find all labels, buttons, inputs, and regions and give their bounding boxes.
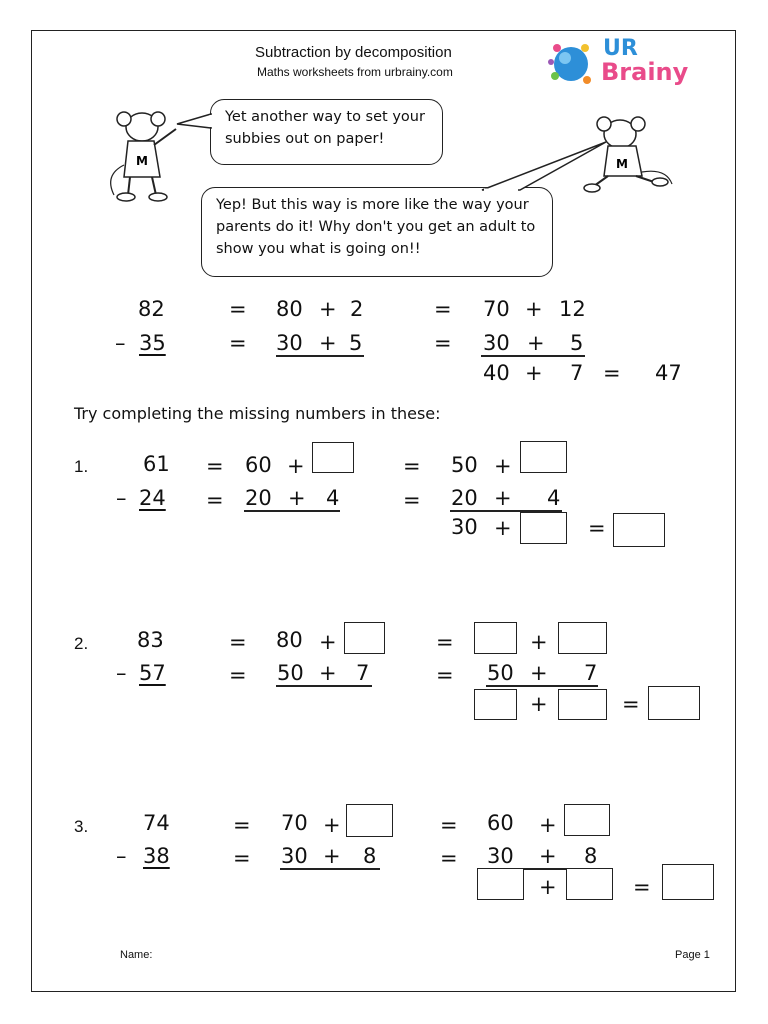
example-row1-regroup-tens: 70 xyxy=(483,297,510,321)
example-row1-tens: 80 xyxy=(276,297,303,321)
problem3-row2-regroup-units: 8 xyxy=(584,844,598,868)
problem1-row2-plus: + xyxy=(288,486,306,510)
speech-bubble-left-tail xyxy=(175,112,213,132)
problem1-equals2: = xyxy=(403,454,421,478)
problem1-row2-regroup-units: 4 xyxy=(547,486,561,510)
speech-bubble-left: Yet another way to set your subbies out on paper! xyxy=(210,99,443,165)
problem1-row2-plus2: + xyxy=(494,486,512,510)
problem3-regroup-units-answer-box[interactable] xyxy=(564,804,610,836)
problem2-answer-box[interactable] xyxy=(648,686,700,720)
example-row3-result: 47 xyxy=(655,361,682,385)
problem3-row3-tens-answer-box[interactable] xyxy=(477,868,524,900)
problem1-row3-plus: + xyxy=(494,516,512,540)
speech-bubble-right-tail xyxy=(470,140,610,192)
name-label: Name: xyxy=(120,949,153,961)
problem1-equals: = xyxy=(206,454,224,478)
problem3-equals: = xyxy=(233,813,251,837)
example-row2-minus: – xyxy=(115,331,126,355)
problem3-row2-units: 8 xyxy=(363,844,377,868)
problem3-row2-plus2: + xyxy=(539,844,557,868)
problem3-plus2: + xyxy=(539,813,557,837)
problem2-row2-regroup-tens: 50 xyxy=(487,661,514,685)
problem2-row2-underline xyxy=(276,685,372,687)
problem1-plus: + xyxy=(287,454,305,478)
problem1-row2-units: 4 xyxy=(326,486,340,510)
example-row2-equals2: = xyxy=(434,331,452,355)
problem2-subtrahend: 57 xyxy=(139,661,166,685)
example-row2-tens: 30 xyxy=(276,331,303,355)
urbrainy-logo xyxy=(545,36,695,92)
problem3-label: 3. xyxy=(74,817,89,836)
problem1-regroup-tens: 50 xyxy=(451,453,478,477)
problem1-row3-tens: 30 xyxy=(451,515,478,539)
logo-text-brainy: Brainy xyxy=(601,58,689,86)
example-row2-units: 5 xyxy=(349,331,363,355)
problem3-equals4: = xyxy=(440,846,458,870)
example-row2-regroup-units: 5 xyxy=(570,331,584,355)
problem3-row3-units-answer-box[interactable] xyxy=(566,868,613,900)
example-row3-plus: + xyxy=(525,361,543,385)
example-row2-plus: + xyxy=(319,331,337,355)
problem2-regroup-tens-answer-box[interactable] xyxy=(474,622,517,654)
problem3-equals2: = xyxy=(440,813,458,837)
problem3-row3-plus: + xyxy=(539,875,557,899)
svg-text:M: M xyxy=(616,157,628,171)
problem3-equals3: = xyxy=(233,846,251,870)
example-row1-minuend: 82 xyxy=(138,297,165,321)
problem2-units-answer-box[interactable] xyxy=(344,622,385,654)
problem1-row3-units-answer-box[interactable] xyxy=(520,512,567,544)
problem2-row2-tens: 50 xyxy=(277,661,304,685)
problem1-row2-regroup-tens: 20 xyxy=(451,486,478,510)
problem1-row2-underline xyxy=(244,510,340,512)
mouse-character-left xyxy=(94,105,180,205)
problem1-row2-tens: 20 xyxy=(245,486,272,510)
problem3-subtrahend: 38 xyxy=(143,844,170,868)
problem2-tens: 80 xyxy=(276,628,303,652)
problem2-row2-plus: + xyxy=(319,661,337,685)
svg-text:M: M xyxy=(136,154,148,168)
problem1-equals3: = xyxy=(206,488,224,512)
problem1-label: 1. xyxy=(74,457,89,476)
problem2-row2-regroup-units: 7 xyxy=(584,661,598,685)
speech-bubble-right: Yep! But this way is more like the way your parents do it! Why don't you get an adult to show you what is going on!! xyxy=(201,187,553,277)
example-row3-units: 7 xyxy=(570,361,584,385)
example-row3-tens: 40 xyxy=(483,361,510,385)
problem2-row2-plus2: + xyxy=(530,661,548,685)
problem3-minus: – xyxy=(116,844,127,868)
problem2-equals: = xyxy=(229,630,247,654)
logo-text-ur: UR xyxy=(603,36,638,61)
problem1-row3-equals: = xyxy=(588,516,606,540)
problem2-row3-tens-answer-box[interactable] xyxy=(474,689,517,720)
problem3-row2-tens: 30 xyxy=(281,844,308,868)
problem2-plus: + xyxy=(319,630,337,654)
example-row3-equals: = xyxy=(603,361,621,385)
example-row2-equals: = xyxy=(229,331,247,355)
problem2-equals4: = xyxy=(436,663,454,687)
problem2-regroup-units-answer-box[interactable] xyxy=(558,622,607,654)
problem2-plus2: + xyxy=(530,630,548,654)
problem3-row2-plus: + xyxy=(323,844,341,868)
example-row1-plus2: + xyxy=(525,297,543,321)
instruction-text: Try completing the missing numbers in these: xyxy=(74,404,441,423)
example-row2-underline2 xyxy=(481,355,585,357)
problem1-plus2: + xyxy=(494,454,512,478)
example-row2-underline xyxy=(276,355,364,357)
problem3-row2-underline xyxy=(280,868,380,870)
problem3-tens: 70 xyxy=(281,811,308,835)
problem1-regroup-units-answer-box[interactable] xyxy=(520,441,567,473)
example-row1-regroup-units: 12 xyxy=(559,297,586,321)
problem2-row3-plus: + xyxy=(530,692,548,716)
example-row1-units: 2 xyxy=(350,297,364,321)
example-row1-equals: = xyxy=(229,297,247,321)
example-row2-subtrahend: 35 xyxy=(139,331,166,355)
problem2-label: 2. xyxy=(74,634,89,653)
example-row2-plus2: + xyxy=(527,331,545,355)
problem1-subtrahend: 24 xyxy=(139,486,166,510)
problem1-minus: – xyxy=(116,486,127,510)
problem2-row2-units: 7 xyxy=(356,661,370,685)
problem3-answer-box[interactable] xyxy=(662,864,714,900)
problem3-minuend: 74 xyxy=(143,811,170,835)
problem3-row3-equals: = xyxy=(633,875,651,899)
example-row1-equals2: = xyxy=(434,297,452,321)
problem2-minus: – xyxy=(116,661,127,685)
problem1-answer-box[interactable] xyxy=(613,513,665,547)
problem1-units-answer-box[interactable] xyxy=(312,442,354,473)
example-row1-plus: + xyxy=(319,297,337,321)
problem2-row3-equals: = xyxy=(622,692,640,716)
problem3-row2-regroup-tens: 30 xyxy=(487,844,514,868)
page-title: Subtraction by decomposition xyxy=(255,44,452,61)
problem3-units-answer-box[interactable] xyxy=(346,804,393,837)
page-subtitle: Maths worksheets from urbrainy.com xyxy=(257,65,453,79)
problem2-minuend: 83 xyxy=(137,628,164,652)
problem3-plus: + xyxy=(323,813,341,837)
page-number: Page 1 xyxy=(675,949,710,961)
problem2-equals2: = xyxy=(436,630,454,654)
problem2-row3-units-answer-box[interactable] xyxy=(558,689,607,720)
example-row2-regroup-tens: 30 xyxy=(483,331,510,355)
problem2-row2-underline2 xyxy=(486,685,598,687)
problem3-regroup-tens: 60 xyxy=(487,811,514,835)
problem1-tens: 60 xyxy=(245,453,272,477)
problem1-equals4: = xyxy=(403,488,421,512)
problem1-minuend: 61 xyxy=(143,452,170,476)
problem2-equals3: = xyxy=(229,663,247,687)
